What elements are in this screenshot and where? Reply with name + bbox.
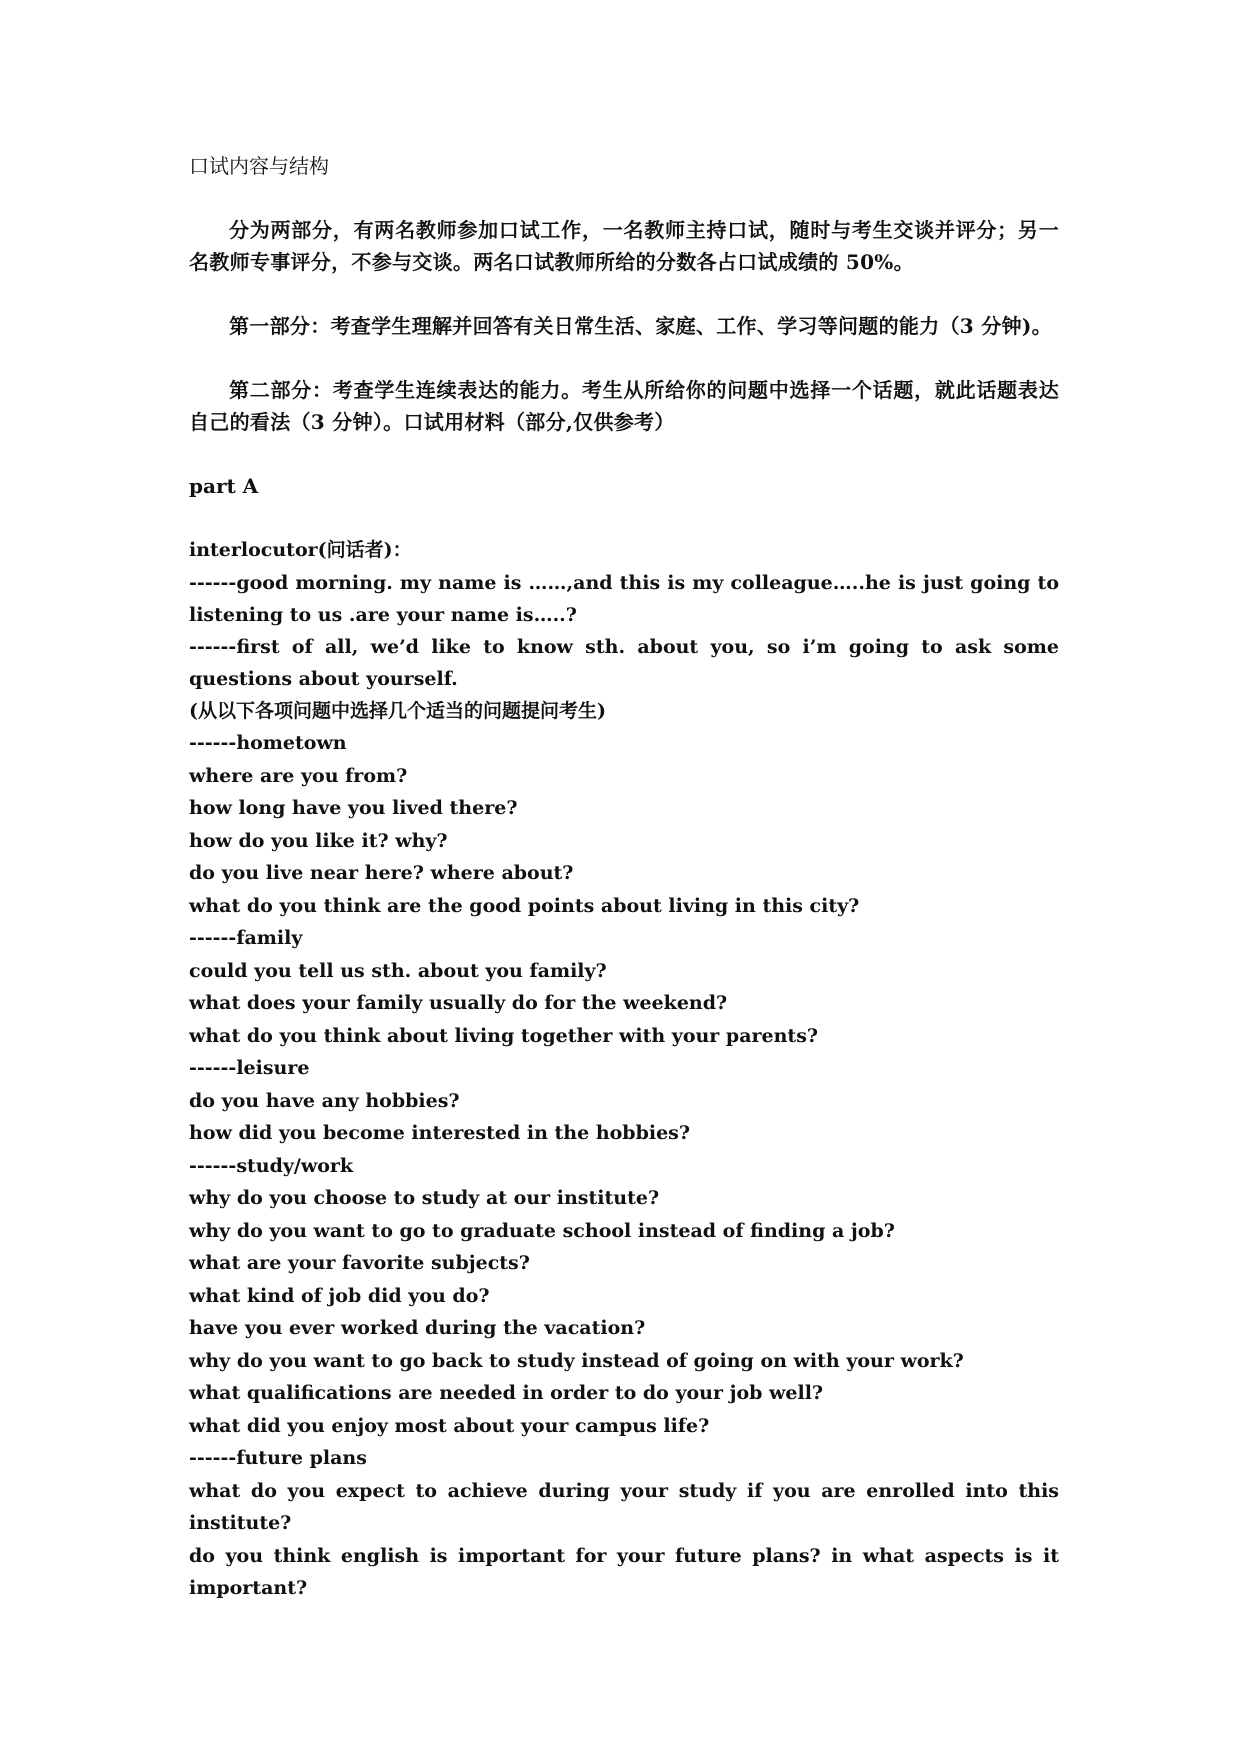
question-line: how did you become interested in the hobbies?	[189, 1122, 691, 1144]
topic-heading-hometown: ------hometown	[189, 732, 347, 754]
question-list	[189, 534, 1059, 1605]
question-line: what kind of job did you do?	[189, 1284, 490, 1307]
question-line: do you think english is important for your future plans? in what aspects is it important?	[189, 1544, 1059, 1599]
topic-heading-future-plans: ------future plans	[189, 1447, 367, 1469]
question-line: what are your favorite subjects?	[189, 1252, 530, 1274]
instruction-line: (从以下各项问题中选择几个适当的问题提问考生)	[189, 699, 606, 722]
question-line: could you tell us sth. about you family?	[189, 959, 607, 982]
question-line: what qualifications are needed in order to do your job well?	[189, 1382, 824, 1404]
topic-heading-family: ------family	[189, 927, 303, 949]
intro-paragraph: 分为两部分，有两名教师参加口试工作，一名教师主持口试，随时与考生交谈并评分；另一名教师专事评分，不参与交谈。两名口试教师所给的分数各占口试成绩的 50%。	[189, 218, 1059, 274]
question-line: why do you want to go back to study instead of going on with your work?	[189, 1349, 964, 1372]
question-line: have you ever worked during the vacation?	[189, 1317, 646, 1339]
question-line: why do you want to go to graduate school instead of finding a job?	[189, 1219, 895, 1242]
question-line: do you live near here? where about?	[189, 862, 574, 884]
topic-heading-study-work: ------study/work	[189, 1154, 354, 1177]
intro-question-line: ------first of all, we’d like to know sth. about you, so i’m going to ask some questions about yourself.	[189, 635, 1059, 690]
part-label: part A	[189, 474, 259, 498]
part-one-paragraph: 第一部分：考查学生理解并回答有关日常生活、家庭、工作、学习等问题的能力（3 分钟)。	[229, 314, 1052, 338]
question-line: do you have any hobbies?	[189, 1089, 460, 1112]
part-two-paragraph: 第二部分：考查学生连续表达的能力。考生从所给你的问题中选择一个话题，就此话题表达自己的看法（3 分钟）。口试用材料（部分,仅供参考）	[189, 378, 1059, 434]
question-line: what does your family usually do for the weekend?	[189, 992, 728, 1014]
question-line: why do you choose to study at our institute?	[189, 1187, 660, 1209]
question-line: what do you think about living together with your parents?	[189, 1024, 819, 1047]
topic-heading-leisure: ------leisure	[189, 1057, 310, 1079]
question-line: what do you think are the good points about living in this city?	[189, 894, 860, 917]
document-page	[189, 150, 1059, 1605]
question-line: how long have you lived there?	[189, 797, 518, 819]
question-line: what do you expect to achieve during your study if you are enrolled into this institute?	[189, 1479, 1059, 1534]
greeting-line: ------good morning. my name is ……,and this is my colleague…..he is just going to listening to us .are your name is…..?	[189, 571, 1059, 626]
question-line: how do you like it? why?	[189, 829, 448, 852]
question-line: what did you enjoy most about your campus life?	[189, 1414, 710, 1437]
interlocutor-heading: interlocutor(问话者)：	[189, 539, 412, 561]
question-line: where are you from?	[189, 764, 408, 787]
document-title: 口试内容与结构	[189, 154, 329, 178]
